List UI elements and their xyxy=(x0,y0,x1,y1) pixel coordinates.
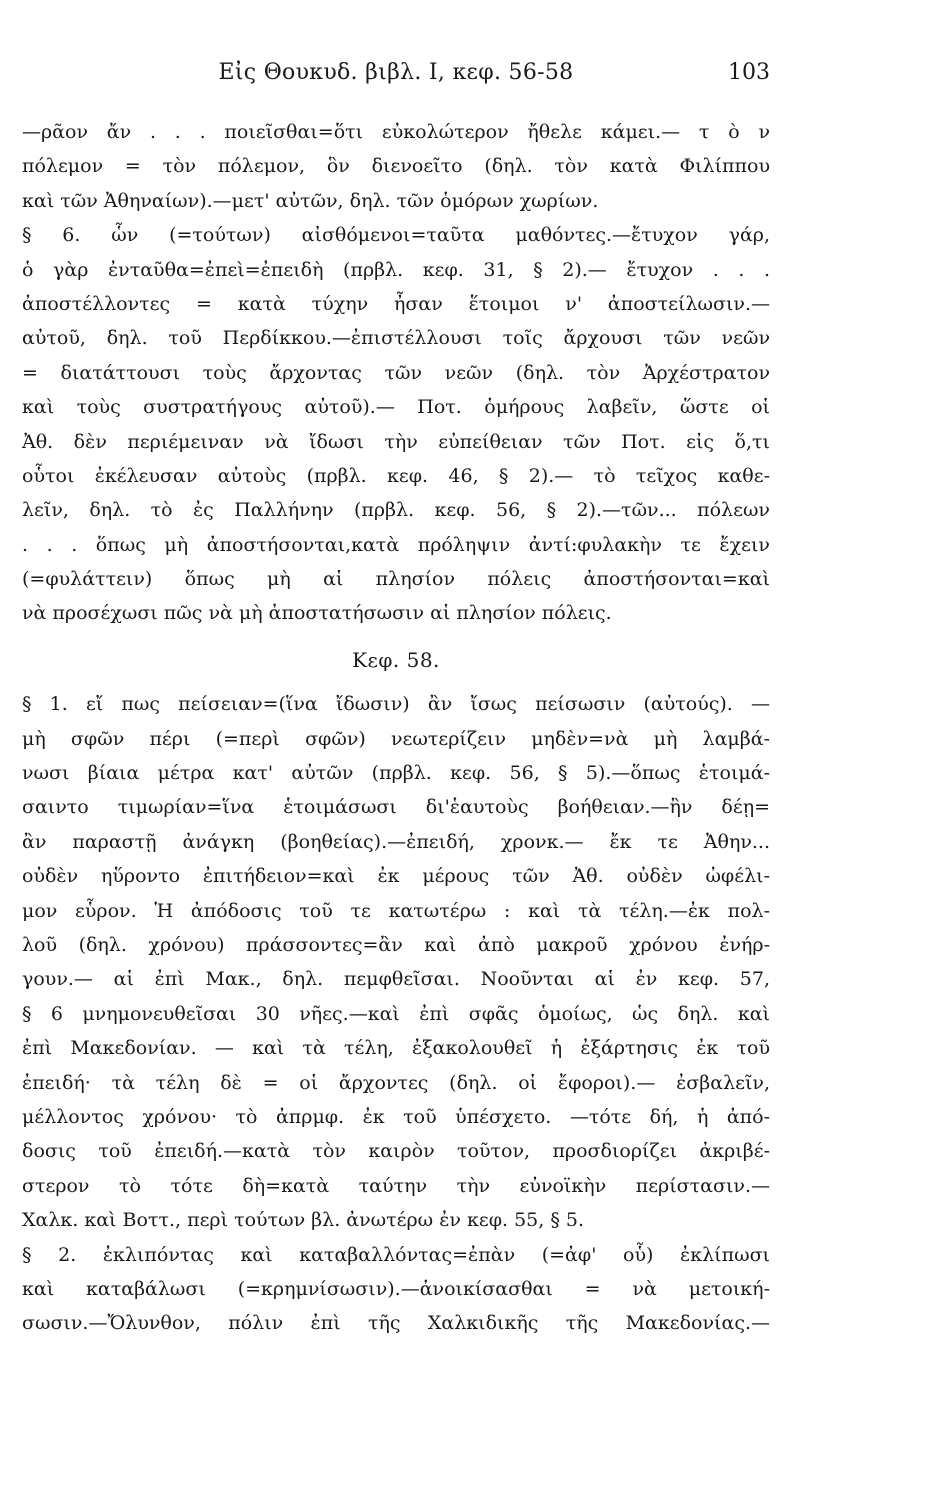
text-line: . . . ὅπως μὴ ἀποστήσονται,κατὰ πρόληψιν ἀντί:φυλακὴν τε ἔχειν xyxy=(22,533,770,556)
text-line: § 6 μνημονευθεῖσαι 30 νῆες.—καὶ ἐπὶ σφᾶς ὁμοίως, ὡς δηλ. καὶ xyxy=(22,1002,770,1025)
page-number: 103 xyxy=(728,60,770,85)
text-line: ἀποστέλλοντες = κατὰ τύχην ἦσαν ἕτοιμοι ν' ἀποστείλωσιν.— xyxy=(22,292,770,315)
commentary-text xyxy=(22,115,770,1341)
text-line: καὶ καταβάλωσι (=κρημνίσωσιν).—ἀνοικίσασθαι = νὰ μετοική- xyxy=(22,1277,770,1300)
text-line: πόλεμον = τὸν πόλεμον, ὃν διενοεῖτο (δηλ. τὸν κατὰ Φιλίππου xyxy=(22,155,770,178)
text-line: λοῦ (δηλ. χρόνου) πράσσοντες=ἂν καὶ ἀπὸ μακροῦ χρόνου ἐνήρ- xyxy=(22,933,770,956)
text-line: —ρᾶον ἄν . . . ποιεῖσθαι=ὅτι εὐκολώτερον ἤθελε κάμει.— τ ὸ ν xyxy=(22,121,770,143)
chapter-heading: Κεφ. 58. xyxy=(352,647,440,672)
text-line: μὴ σφῶν πέρι (=περὶ σφῶν) νεωτερίζειν μηδὲν=νὰ μὴ λαμβά- xyxy=(22,727,770,750)
text-line: μον εὗρον. Ἡ ἀπόδοσις τοῦ τε κατωτέρω : καὶ τὰ τέλη.—ἐκ πολ- xyxy=(22,899,770,922)
text-line: μέλλοντος χρόνου· τὸ ἀπρμφ. ἐκ τοῦ ὑπέσχετο. —τότε δή, ἡ ἀπό- xyxy=(22,1105,770,1128)
text-line: στερον τὸ τότε δὴ=κατὰ ταύτην τὴν εὐνοϊκὴν περίστασιν.— xyxy=(22,1174,770,1197)
text-line: οὐδὲν ηὕροντο ἐπιτήδειον=καὶ ἐκ μέρους τῶν Ἀθ. οὐδὲν ὠφέλι- xyxy=(22,865,770,888)
text-line: § 2. ἐκλιπόντας καὶ καταβαλλόντας=ἐπὰν (=ἀφ' οὗ) ἐκλίπωσι xyxy=(22,1243,770,1266)
text-line: § 1. εἴ πως πείσειαν=(ἵνα ἴδωσιν) ἂν ἴσως πείσωσιν (αὐτούς). — xyxy=(22,693,770,716)
text-line: δοσις τοῦ ἐπειδή.—κατὰ τὸν καιρὸν τοῦτον, προσδιορίζει ἀκριβέ- xyxy=(22,1140,770,1163)
text-line: αὐτοῦ, δηλ. τοῦ Περδίκκου.—ἐπιστέλλουσι τοῖς ἄρχουσι τῶν νεῶν xyxy=(22,327,770,350)
running-head xyxy=(22,60,770,94)
text-line: ἐπειδή· τὰ τέλη δὲ = οἱ ἄρχοντες (δηλ. οἱ ἔφοροι).— ἐσβαλεῖν, xyxy=(22,1071,770,1094)
text-line: λεῖν, δηλ. τὸ ἐς Παλλήνην (πρβλ. κεφ. 56, § 2).—τῶν... πόλεων xyxy=(22,499,770,522)
text-line: ἐπὶ Μακεδονίαν. — καὶ τὰ τέλη, ἐξακολουθεῖ ἡ ἐξάρτησις ἐκ τοῦ xyxy=(22,1037,770,1060)
text-line: καὶ τοὺς συστρατήγους αὐτοῦ).— Ποτ. ὁμήρους λαβεῖν, ὥστε οἱ xyxy=(22,396,770,419)
running-title: Εἰς Θουκυδ. βιβλ. I, κεφ. 56-58 xyxy=(218,60,574,85)
text-line: νωσι βίαια μέτρα κατ' αὐτῶν (πρβλ. κεφ. 56, § 5).—ὅπως ἑτοιμά- xyxy=(22,762,770,785)
text-line: Χαλκ. καὶ Βοττ., περὶ τούτων βλ. ἀνωτέρω ἐν κεφ. 55, § 5. xyxy=(22,1209,585,1232)
text-line: ἂν παραστῇ ἀνάγκη (βοηθείας).—ἐπειδή, χρονκ.— ἔκ τε Ἀθην... xyxy=(22,830,770,853)
text-line: γουν.— αἱ ἐπὶ Μακ., δηλ. πεμφθεῖσαι. Νοοῦνται αἱ ἐν κεφ. 57, xyxy=(22,968,770,991)
text-line: ὁ γὰρ ἐνταῦθα=ἐπεὶ=ἐπειδὴ (πρβλ. κεφ. 31, § 2).— ἔτυχον . . . xyxy=(22,258,770,281)
book-page xyxy=(22,0,770,1500)
text-line: Ἀθ. δὲν περιέμειναν νὰ ἴδωσι τὴν εὐπείθειαν τῶν Ποτ. εἰς ὅ,τι xyxy=(22,430,770,453)
text-line: νὰ προσέχωσι πῶς νὰ μὴ ἀποστατήσωσιν αἱ πλησίον πόλεις. xyxy=(22,602,612,625)
text-line: § 6. ὧν (=τούτων) αἰσθόμενοι=ταῦτα μαθόντες.—ἔτυχον γάρ, xyxy=(22,224,770,247)
text-line: οὗτοι ἐκέλευσαν αὐτοὺς (πρβλ. κεφ. 46, § 2).— τὸ τεῖχος καθε- xyxy=(22,464,770,487)
text-line: σαιντο τιμωρίαν=ἵνα ἑτοιμάσωσι δι'ἑαυτοὺς βοήθειαν.—ἢν δέῃ= xyxy=(22,796,770,819)
text-line: σωσιν.—Ὄλυνθον, πόλιν ἐπὶ τῆς Χαλκιδικῆς τῆς Μακεδονίας.— xyxy=(22,1312,770,1335)
text-line: = διατάττουσι τοὺς ἄρχοντας τῶν νεῶν (δηλ. τὸν Ἀρχέστρατον xyxy=(22,361,770,384)
text-line: καὶ τῶν Ἀθηναίων).—μετ' αὐτῶν, δηλ. τῶν ὁμόρων χωρίων. xyxy=(22,189,599,212)
text-line: (=φυλάττειν) ὅπως μὴ αἱ πλησίον πόλεις ἀποστήσονται=καὶ xyxy=(22,568,770,591)
